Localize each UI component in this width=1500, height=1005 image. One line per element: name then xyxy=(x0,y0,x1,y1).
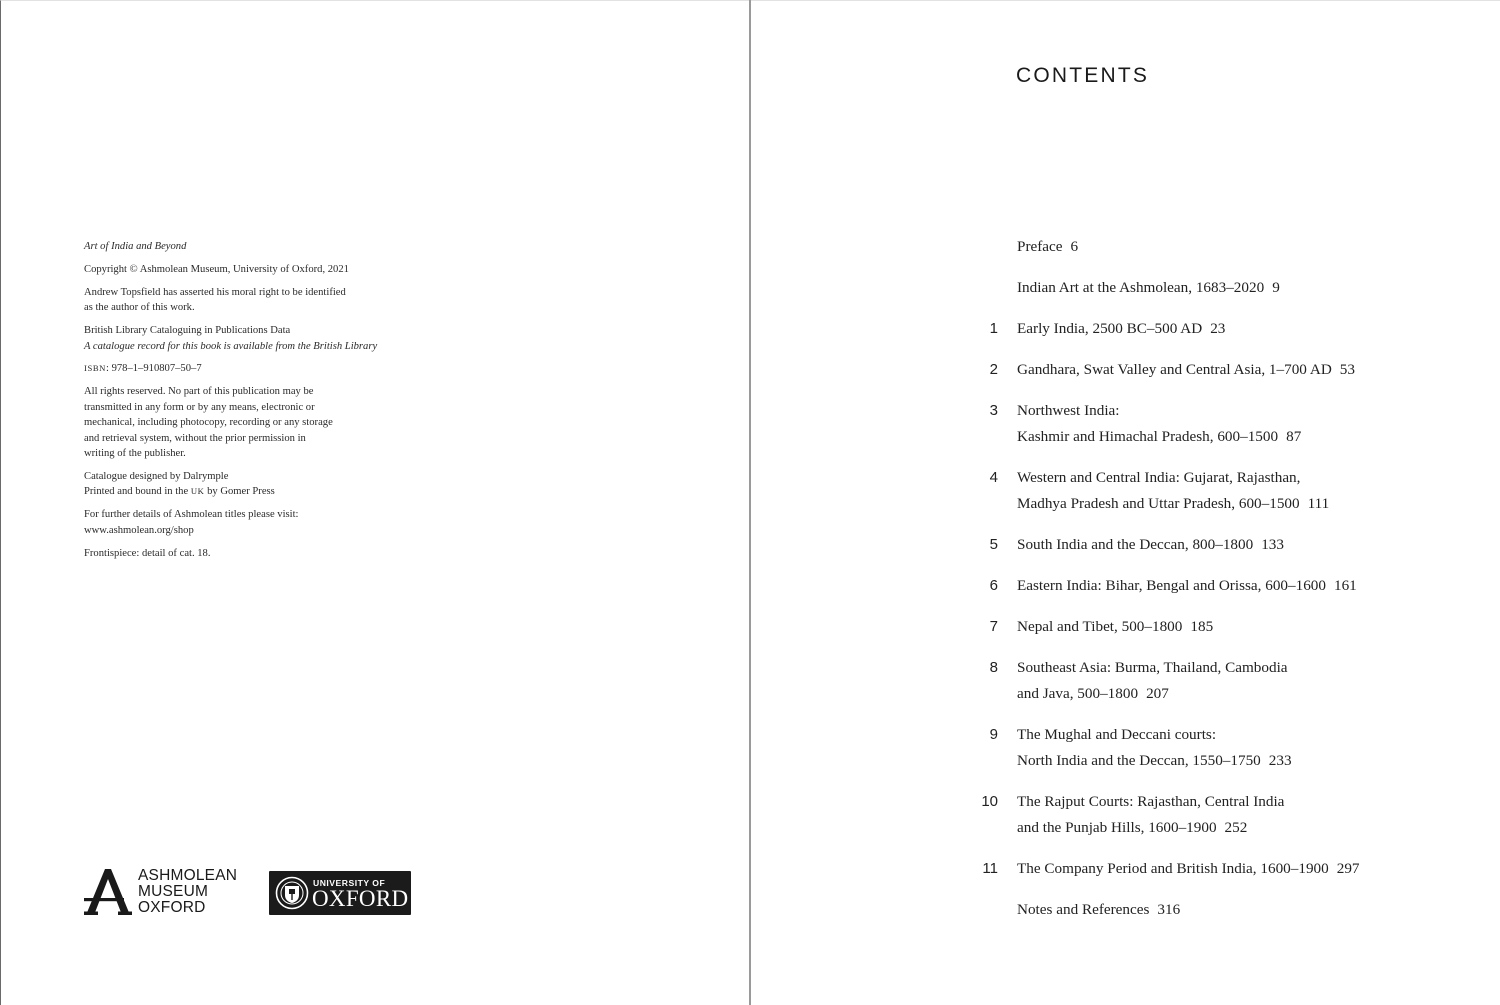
toc-title-text: Northwest India: xyxy=(1017,402,1120,419)
further-details-line: For further details of Ashmolean titles please visit: xyxy=(84,509,299,521)
toc-entry[interactable] xyxy=(960,897,1420,923)
toc-chapter-number: 10 xyxy=(981,793,998,810)
printed-suffix: by Gomer Press xyxy=(204,486,275,498)
toc-page-number: 252 xyxy=(1224,819,1248,836)
toc-chapter-number: 11 xyxy=(982,860,998,877)
toc-title-line xyxy=(1017,614,1420,640)
catalogue-record-line: A catalogue record for this book is available from the British Library xyxy=(84,340,378,352)
toc-page-number: 23 xyxy=(1210,320,1226,337)
toc-title-text: North India and the Deccan, 1550–1750 xyxy=(1017,752,1261,769)
toc-page-number: 9 xyxy=(1272,279,1280,296)
toc-entry[interactable] xyxy=(960,357,1420,383)
toc-chapter-number: 5 xyxy=(989,536,998,553)
toc-entry[interactable] xyxy=(960,465,1420,517)
toc-title-text: Notes and References xyxy=(1017,901,1150,918)
toc-page-number: 87 xyxy=(1286,428,1302,445)
further-details-block xyxy=(84,507,394,538)
toc-title-text: The Mughal and Deccani courts: xyxy=(1017,726,1217,743)
toc-chapter-number: 1 xyxy=(989,320,998,337)
toc-page-number: 53 xyxy=(1339,361,1355,378)
production-block xyxy=(84,469,394,500)
toc-chapter-number: 7 xyxy=(989,618,998,635)
isbn-line xyxy=(84,361,394,376)
toc-page-number: 297 xyxy=(1336,860,1360,877)
toc-title-line xyxy=(1017,815,1420,841)
toc-title-line xyxy=(1017,234,1420,260)
rights-line: All rights reserved. No part of this publication may be xyxy=(84,386,314,398)
toc-entry[interactable] xyxy=(960,398,1420,450)
toc-title-line xyxy=(1017,655,1420,681)
toc-page-number: 207 xyxy=(1146,685,1169,702)
rights-line: and retrieval system, without the prior permission in xyxy=(84,432,306,444)
toc-title-text: Eastern India: Bihar, Bengal and Orissa, 600–1600 xyxy=(1017,577,1326,594)
toc-title-text: Preface xyxy=(1017,238,1063,255)
toc-title-text: and the Punjab Hills, 1600–1900 xyxy=(1017,819,1217,836)
toc-title-text: The Rajput Courts: Rajasthan, Central India xyxy=(1017,793,1285,810)
toc-title-text: Kashmir and Himachal Pradesh, 600–1500 xyxy=(1017,428,1279,445)
toc-title-line xyxy=(1017,748,1420,774)
imprint-block xyxy=(84,239,394,568)
ashmolean-wordmark-line: OXFORD xyxy=(138,898,206,916)
toc-page-number: 185 xyxy=(1190,618,1214,635)
cataloguing-block xyxy=(84,323,394,354)
toc-entry[interactable] xyxy=(960,722,1420,774)
toc-title-text: and Java, 500–1800 xyxy=(1017,685,1139,702)
toc-title-line xyxy=(1017,398,1420,424)
toc-title-line xyxy=(1017,722,1420,748)
toc-title-text: South India and the Deccan, 800–1800 xyxy=(1017,536,1254,553)
website-link[interactable]: www.ashmolean.org/shop xyxy=(84,524,194,536)
designed-by-line: Catalogue designed by Dalrymple xyxy=(84,470,229,482)
toc-title-line xyxy=(1017,275,1420,301)
toc-chapter-number: 4 xyxy=(989,469,998,486)
copyright-line: Copyright © Ashmolean Museum, University of Oxford, 2021 xyxy=(84,263,349,275)
isbn-value: : 978–1–910807–50–7 xyxy=(105,363,202,375)
toc-title-text: Gandhara, Swat Valley and Central Asia, 1–700 AD xyxy=(1017,361,1332,378)
toc-chapter-number: 3 xyxy=(989,402,998,419)
oxford-logo-big-text: OXFORD xyxy=(312,886,409,911)
toc-page-number: 316 xyxy=(1157,901,1181,918)
toc-entry[interactable] xyxy=(960,573,1420,599)
ashmolean-logo xyxy=(84,867,249,919)
ashmolean-wordmark xyxy=(138,868,237,915)
contents-title: CONTENTS xyxy=(1016,64,1150,87)
author-rights xyxy=(84,285,394,316)
toc-title-line xyxy=(1017,856,1420,882)
toc-title-text: Madhya Pradesh and Uttar Pradesh, 600–1500 xyxy=(1017,495,1300,512)
rights-block xyxy=(84,384,394,461)
toc-title-text: Nepal and Tibet, 500–1800 xyxy=(1017,618,1183,635)
book-title: Art of India and Beyond xyxy=(84,241,187,252)
toc-title-text: Early India, 2500 BC–500 AD xyxy=(1017,320,1203,337)
author-rights-line: Andrew Topsfield has asserted his moral right to be identified xyxy=(84,286,346,298)
toc-entry[interactable] xyxy=(960,532,1420,558)
toc-page-number: 233 xyxy=(1268,752,1292,769)
toc-title-text: The Company Period and British India, 1600–1900 xyxy=(1017,860,1329,877)
toc-entry[interactable] xyxy=(960,234,1420,260)
toc-title-line xyxy=(1017,316,1420,342)
author-rights-line: as the author of this work. xyxy=(84,302,195,314)
toc-title-line xyxy=(1017,532,1420,558)
oxford-crest-icon xyxy=(275,875,309,911)
toc-chapter-number: 9 xyxy=(989,726,998,743)
printed-uk: UK xyxy=(190,486,205,497)
toc-title-line xyxy=(1017,424,1420,450)
toc-chapter-number: 2 xyxy=(989,361,998,378)
toc-title-line xyxy=(1017,357,1420,383)
toc-page-number: 111 xyxy=(1307,495,1330,512)
printed-prefix: Printed and bound in the xyxy=(84,486,191,498)
toc-title-line xyxy=(1017,573,1420,599)
cataloguing-line: British Library Cataloguing in Publications Data xyxy=(84,325,291,337)
toc-entry[interactable] xyxy=(960,275,1420,301)
rights-line: writing of the publisher. xyxy=(84,447,186,459)
university-of-oxford-logo xyxy=(269,871,411,915)
table-of-contents xyxy=(960,234,1420,938)
rights-line: transmitted in any form or by any means, electronic or xyxy=(84,401,315,413)
ashmolean-wordmark-line: ASHMOLEAN xyxy=(138,867,238,884)
oxford-logo-small-text: UNIVERSITY OF xyxy=(313,878,386,888)
toc-page-number: 161 xyxy=(1333,577,1357,594)
toc-chapter-number: 6 xyxy=(989,577,998,594)
toc-title-line xyxy=(1017,681,1420,707)
toc-title-text: Southeast Asia: Burma, Thailand, Cambodia xyxy=(1017,659,1288,676)
isbn-label: ISBN xyxy=(84,363,106,374)
toc-title-text: Indian Art at the Ashmolean, 1683–2020 xyxy=(1017,279,1265,296)
toc-title-line xyxy=(1017,491,1420,517)
toc-page-number: 6 xyxy=(1070,238,1079,255)
ashmolean-wordmark-line: MUSEUM xyxy=(138,882,209,900)
frontispiece-line: Frontispiece: detail of cat. 18. xyxy=(84,547,211,559)
toc-chapter-number: 8 xyxy=(989,659,998,676)
rights-line: mechanical, including photocopy, recording or any storage xyxy=(84,417,333,429)
toc-title-text: Western and Central India: Gujarat, Rajasthan, xyxy=(1017,469,1301,486)
toc-entry[interactable] xyxy=(960,655,1420,707)
toc-entry[interactable] xyxy=(960,614,1420,640)
toc-title-line xyxy=(1017,465,1420,491)
toc-title-line xyxy=(1017,789,1420,815)
toc-title-line xyxy=(1017,897,1420,923)
toc-page-number: 133 xyxy=(1261,536,1284,553)
toc-entry[interactable] xyxy=(960,856,1420,882)
toc-entry[interactable] xyxy=(960,789,1420,841)
toc-entry[interactable] xyxy=(960,316,1420,342)
ashmolean-a-icon xyxy=(84,869,132,915)
